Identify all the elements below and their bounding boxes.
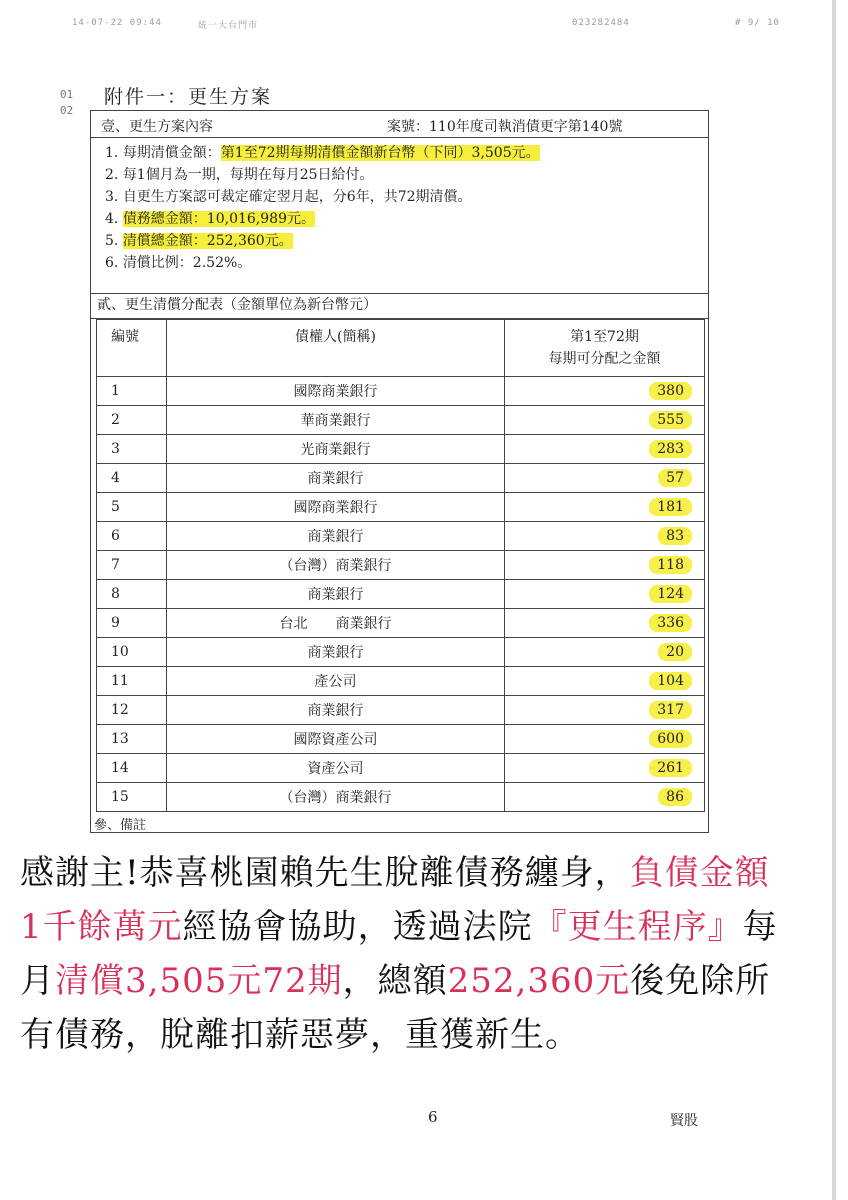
row-number: 10 [97,638,167,667]
signature: 賢股 [670,1113,698,1129]
amount-cell [505,493,705,522]
creditor-name: 華商業銀行 [167,406,505,435]
highlighted-text: 第1至72期每期清償金額新台幣（下同）3,505元。 [220,145,540,161]
row-number: 7 [97,551,167,580]
payment-text: 清償3,505元72期 [55,961,343,1001]
row-number: 9 [97,609,167,638]
row-number: 3 [97,435,167,464]
row-number: 15 [97,783,167,812]
col-header-no: 編號 [97,320,167,377]
right-margin-line [832,0,836,1200]
amount-value: 380 [649,382,692,400]
amount-value: 283 [649,440,692,458]
table-row [97,580,705,609]
table-row [97,638,705,667]
creditor-name: （台灣）商業銀行 [167,551,505,580]
fax-datetime: 14-07-22 09:44 [72,18,162,28]
fax-page: # 9/ 10 [735,18,780,28]
highlighted-text: 債務總金額：10,016,989元。 [122,211,315,227]
fax-sender: 統一大台門市 [198,21,259,31]
line-number: 02 [60,104,74,117]
creditor-name: 商業銀行 [167,464,505,493]
row-number: 14 [97,754,167,783]
plan-item-6: 6. 清償比例：2.52%。 [105,255,252,271]
creditor-name: 商業銀行 [167,696,505,725]
announcement-text: 感謝主!恭喜桃園賴先生脫離債務纏身，負債金額1千餘萬元經協會協助，透過法院『更生程序』每月清償3,505元72期，總額252,360元後免除所有債務，脫離扣薪惡夢，重獲新生。 [20,853,778,1055]
creditor-name: 國際商業銀行 [167,493,505,522]
creditor-name: 商業銀行 [167,580,505,609]
distribution-section [90,292,709,833]
row-number: 13 [97,725,167,754]
highlighted-text: 清償總金額：252,360元。 [122,233,293,249]
table-row [97,493,705,522]
plan-item-2: 2. 每1個月為一期，每期在每月25日給付。 [105,167,374,183]
procedure-text: 『更生程序』 [532,907,743,947]
debt-amount-text: 負債金額1千餘萬元 [20,853,770,947]
amount-value: 261 [649,759,692,777]
total-text: 252,360元 [447,961,631,1001]
amount-cell [505,725,705,754]
amount-value: 57 [658,469,692,487]
row-number: 4 [97,464,167,493]
table-row [97,609,705,638]
table-row [97,696,705,725]
page-title: 附件一：更生方案 [104,86,273,108]
amount-cell [505,696,705,725]
table-row [97,464,705,493]
plan-item-1: 1. 每期清償金額：第1至72期每期清償金額新台幣（下同）3,505元。 [105,145,540,161]
amount-cell [505,580,705,609]
plan-heading: 壹、更生方案內容 [101,119,213,135]
creditor-name: 台北 商業銀行 [167,609,505,638]
table-row [97,783,705,812]
amount-value: 336 [649,614,692,632]
amount-cell [505,377,705,406]
table-header-row [97,320,705,377]
creditor-name: 國際資產公司 [167,725,505,754]
distribution-heading: 貳、更生清償分配表（金額單位為新台幣元） [91,292,708,319]
col-header-creditor: 債權人(簡稱) [167,320,505,377]
table-row [97,522,705,551]
amount-value: 118 [649,556,692,574]
col-header-amount-line2: 每期可分配之金額 [548,351,661,367]
fax-phone: 023282484 [572,18,630,28]
table-row [97,377,705,406]
creditor-name: 商業銀行 [167,522,505,551]
amount-value: 317 [649,701,692,719]
page-number: 6 [428,1108,438,1126]
row-number: 6 [97,522,167,551]
row-number: 1 [97,377,167,406]
amount-cell [505,754,705,783]
amount-cell [505,551,705,580]
plan-item-3: 3. 自更生方案認可裁定確定翌月起，分6年，共72期清償。 [105,189,472,205]
amount-value: 86 [658,788,692,806]
col-header-amount-line1: 第1至72期 [570,329,639,345]
distribution-table [96,319,705,812]
amount-value: 124 [649,585,692,603]
row-number: 12 [97,696,167,725]
creditor-name: 國際商業銀行 [167,377,505,406]
amount-value: 181 [649,498,692,516]
creditor-name: 產公司 [167,667,505,696]
amount-value: 600 [649,730,692,748]
case-number: 案號：110年度司執消債更字第140號 [387,119,623,135]
table-row [97,435,705,464]
plan-header [91,111,708,138]
table-row [97,551,705,580]
amount-cell [505,406,705,435]
amount-value: 104 [649,672,692,690]
row-number: 5 [97,493,167,522]
plan-section [90,110,709,294]
table-row [97,406,705,435]
amount-cell [505,435,705,464]
col-header-amount [505,320,705,377]
amount-cell [505,783,705,812]
plan-list [91,138,708,274]
creditor-name: 資產公司 [167,754,505,783]
creditor-name: （台灣）商業銀行 [167,783,505,812]
creditor-name: 光商業銀行 [167,435,505,464]
plan-item-5: 5. 清償總金額：252,360元。 [105,233,293,249]
amount-value: 83 [658,527,692,545]
line-number: 01 [60,88,74,101]
amount-cell [505,522,705,551]
row-number: 2 [97,406,167,435]
amount-cell [505,609,705,638]
plan-item-4: 4. 債務總金額：10,016,989元。 [105,211,315,227]
table-row [97,725,705,754]
table-row [97,667,705,696]
amount-value: 555 [649,411,692,429]
row-number: 8 [97,580,167,609]
amount-cell [505,667,705,696]
amount-cell [505,638,705,667]
amount-cell [505,464,705,493]
notes-heading: 參、備註 [94,818,147,833]
row-number: 11 [97,667,167,696]
table-row [97,754,705,783]
amount-value: 20 [658,643,692,661]
creditor-name: 商業銀行 [167,638,505,667]
